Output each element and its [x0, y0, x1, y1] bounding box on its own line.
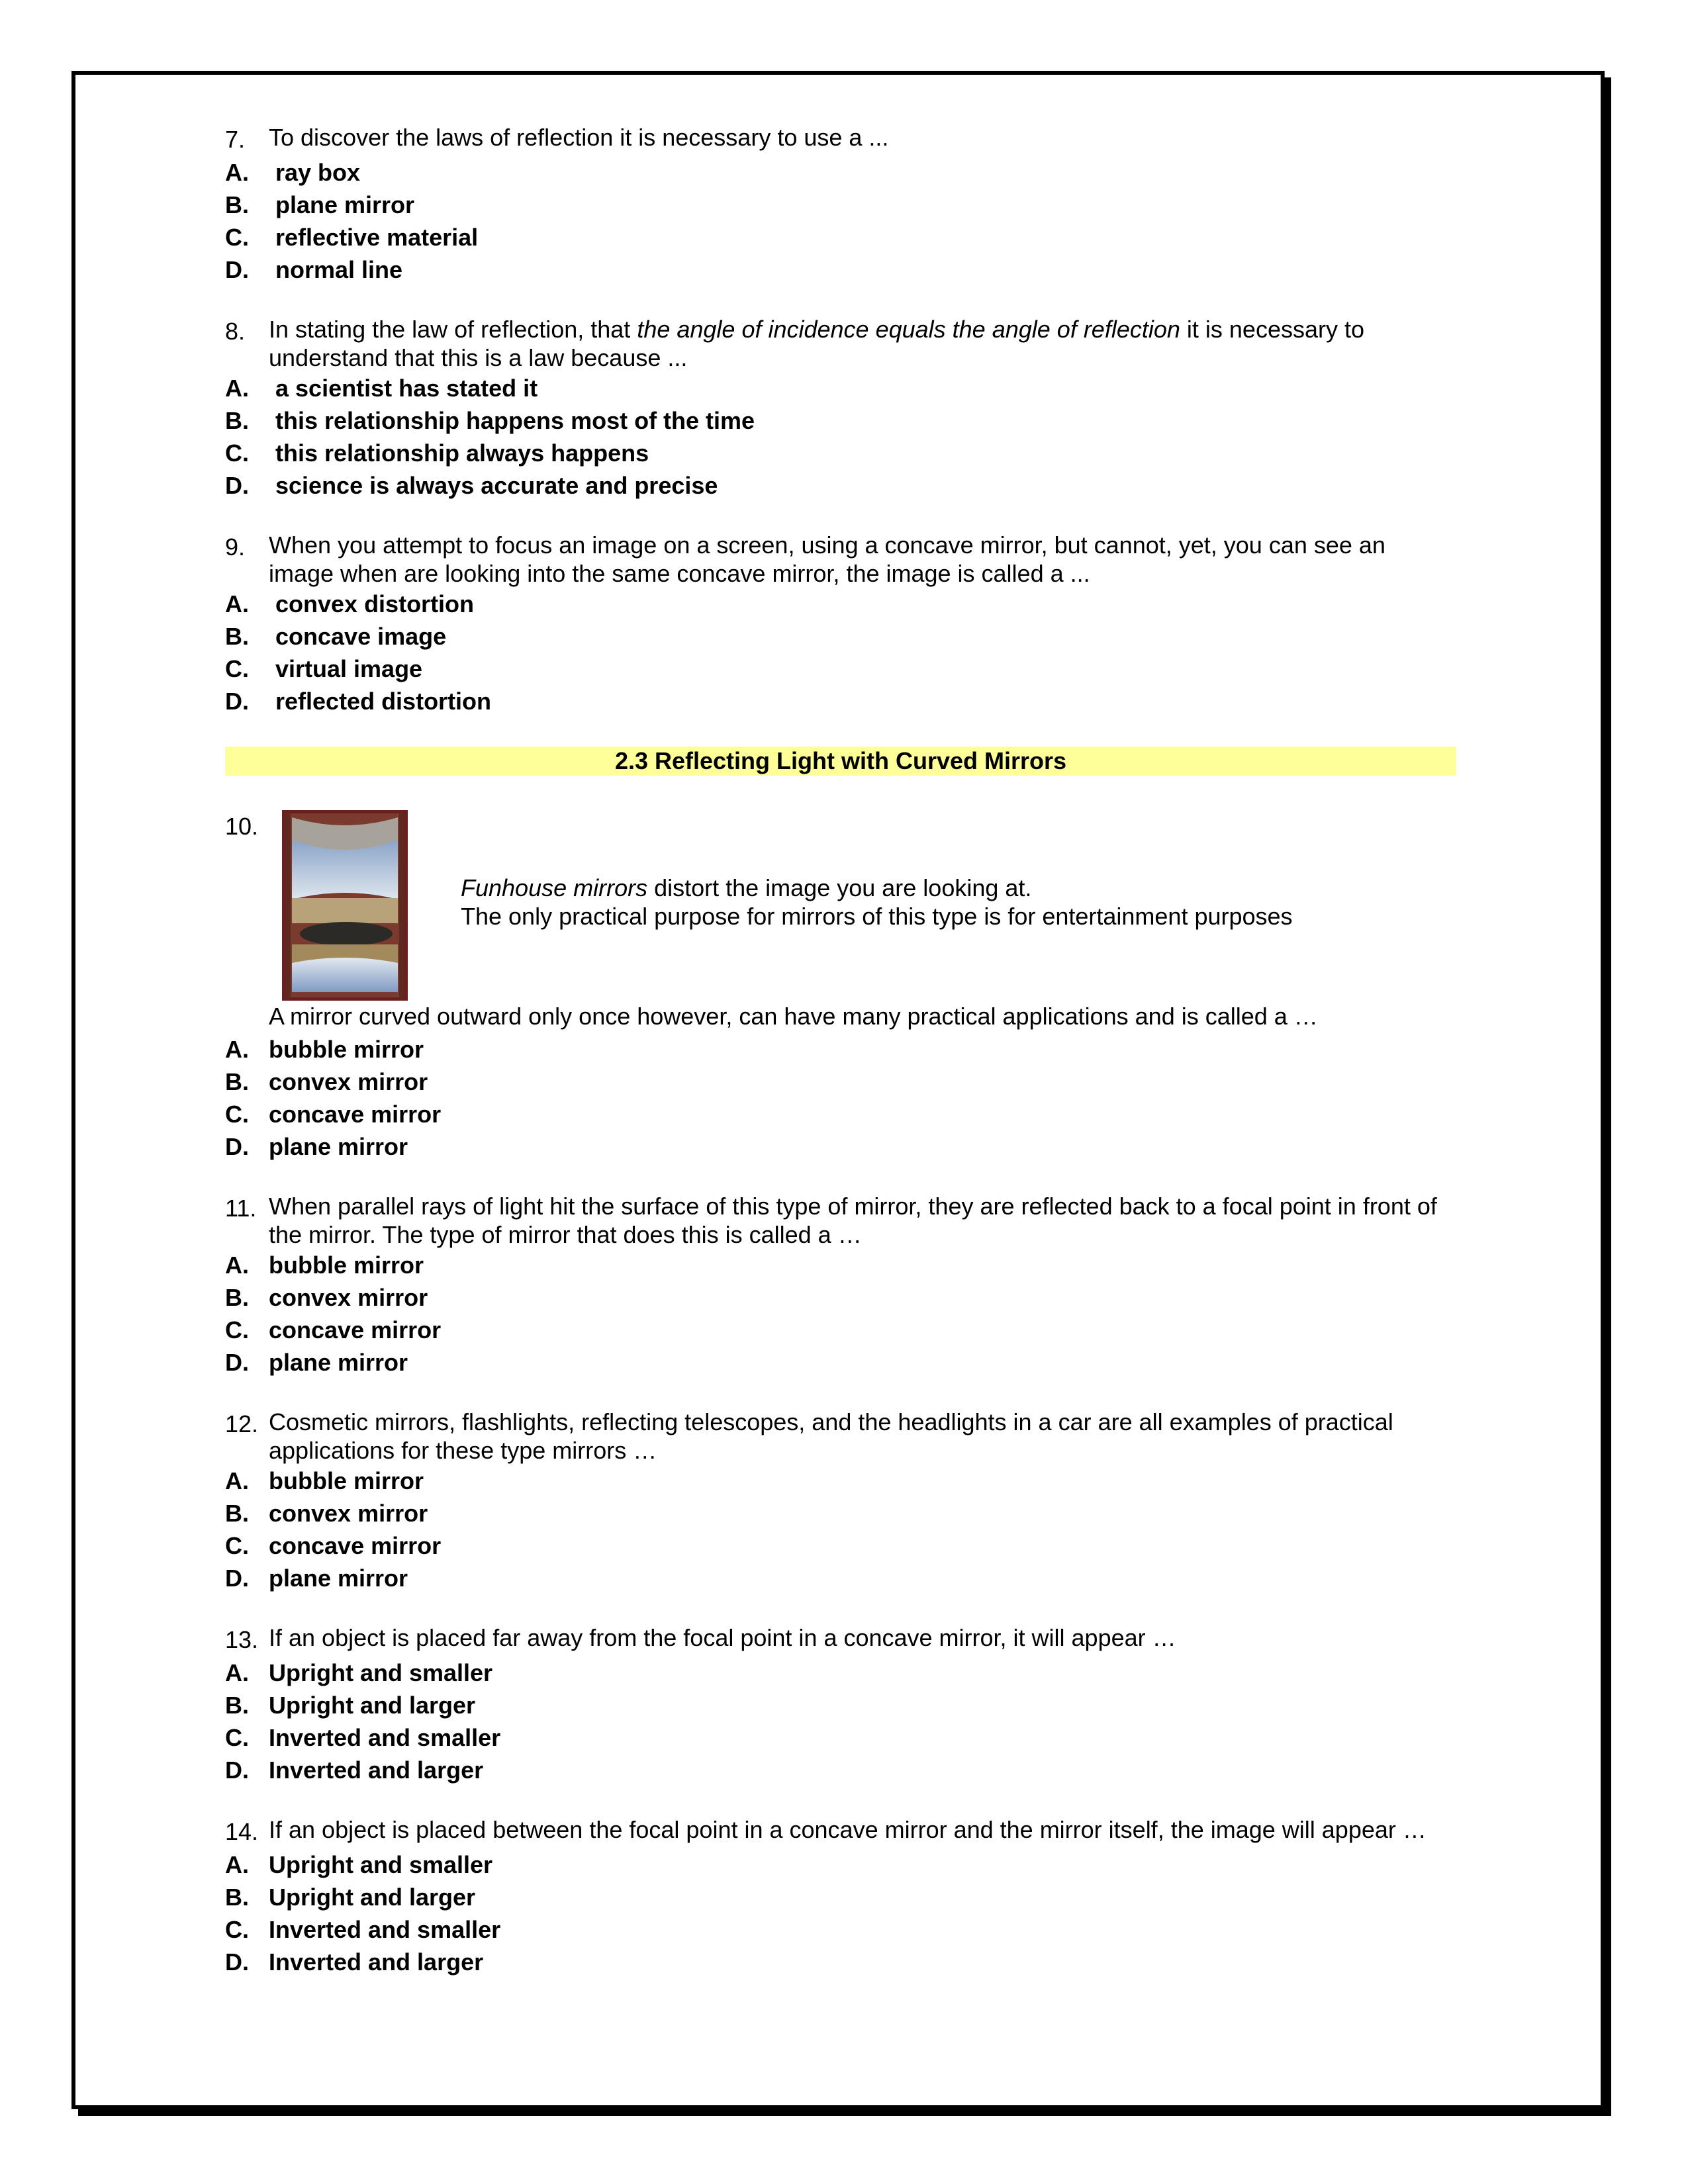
option-c[interactable] — [225, 1098, 1456, 1130]
question-7 — [225, 123, 1456, 286]
option-letter: D. — [225, 472, 249, 499]
stem-part-1: In stating the law of reflection, that — [269, 316, 637, 343]
question-number: 12. — [225, 1410, 259, 1437]
option-b[interactable] — [225, 620, 1456, 653]
funhouse-mirror-image — [282, 810, 408, 1001]
option-text: convex mirror — [269, 1500, 428, 1527]
question-text: To discover the laws of reflection it is necessary to use a ... — [269, 124, 889, 151]
question-number: 9. — [225, 533, 246, 561]
option-text: bubble mirror — [269, 1467, 424, 1494]
stem-part-2: it is necessary to understand that this is a law because ... — [269, 316, 1365, 371]
option-text: reflected distortion — [275, 688, 492, 715]
option-letter: B. — [225, 1500, 249, 1527]
option-c[interactable] — [225, 221, 1456, 253]
option-text: Upright and smaller — [269, 1659, 493, 1686]
option-c[interactable] — [225, 1314, 1456, 1346]
option-a[interactable] — [225, 1657, 1456, 1689]
question-text — [269, 315, 1456, 372]
option-letter: D. — [225, 1565, 249, 1592]
question-stem — [225, 1623, 1456, 1657]
option-text: ray box — [275, 159, 361, 186]
question-number: 7. — [225, 126, 246, 153]
question-text: Cosmetic mirrors, flashlights, reflecting telescopes, and the headlights in a car are all examples of practical applications for these type mirrors … — [269, 1408, 1393, 1464]
option-d[interactable] — [225, 1346, 1456, 1379]
option-a[interactable] — [225, 1848, 1456, 1881]
option-letter: D. — [225, 1756, 249, 1784]
option-d[interactable] — [225, 1754, 1456, 1786]
funhouse-mirror-graphic — [285, 813, 404, 997]
question-number: 14. — [225, 1818, 259, 1845]
question-number: 8. — [225, 318, 246, 345]
option-text: Inverted and larger — [269, 1948, 484, 1976]
option-text: a scientist has stated it — [275, 375, 538, 402]
option-letter: D. — [225, 688, 249, 715]
option-letter: B. — [225, 1068, 249, 1095]
option-d[interactable] — [225, 469, 1456, 502]
option-text: Upright and smaller — [269, 1851, 493, 1878]
option-a[interactable] — [225, 1465, 1456, 1497]
option-text: concave mirror — [269, 1101, 442, 1128]
option-text: plane mirror — [269, 1349, 408, 1376]
option-text: Inverted and smaller — [269, 1916, 501, 1943]
option-b[interactable] — [225, 1881, 1456, 1913]
question-10 — [225, 810, 1456, 1163]
option-letter: B. — [225, 407, 249, 434]
option-c[interactable] — [225, 1721, 1456, 1754]
option-text: virtual image — [275, 655, 423, 682]
option-b[interactable] — [225, 1497, 1456, 1529]
question-text: When parallel rays of light hit the surface of this type of mirror, they are reflected back to a focal point in front of the mirror. The type of mirror that does this is called a … — [269, 1193, 1437, 1248]
option-text: concave mirror — [269, 1316, 442, 1343]
option-letter: A. — [225, 375, 249, 402]
option-letter: C. — [225, 1916, 249, 1943]
option-text: this relationship always happens — [275, 439, 649, 467]
option-text: plane mirror — [269, 1133, 408, 1160]
question-11 — [225, 1192, 1456, 1379]
option-b[interactable] — [225, 1689, 1456, 1721]
option-letter: A. — [225, 1467, 249, 1494]
option-a[interactable] — [225, 372, 1456, 404]
option-text: Upright and larger — [269, 1692, 476, 1719]
option-text: Inverted and larger — [269, 1756, 484, 1784]
question-8 — [225, 315, 1456, 502]
option-text: Inverted and smaller — [269, 1724, 501, 1751]
option-text: convex mirror — [269, 1068, 428, 1095]
option-letter: B. — [225, 623, 249, 650]
question-text: A mirror curved outward only once however, can have many practical applications and is called a … — [269, 1003, 1318, 1030]
option-letter: A. — [225, 159, 249, 186]
option-text: normal line — [275, 256, 403, 283]
quiz-content — [225, 123, 1456, 2007]
option-text: bubble mirror — [269, 1036, 424, 1063]
option-letter: C. — [225, 1101, 249, 1128]
option-letter: A. — [225, 590, 249, 617]
option-letter: C. — [225, 224, 249, 251]
option-letter: D. — [225, 1133, 249, 1160]
option-letter: B. — [225, 1692, 249, 1719]
option-letter: C. — [225, 439, 249, 467]
stem-italic: the angle of incidence equals the angle of reflection — [637, 316, 1180, 343]
option-letter: D. — [225, 1349, 249, 1376]
question-9 — [225, 531, 1456, 717]
option-letter: B. — [225, 191, 249, 218]
option-letter: C. — [225, 1316, 249, 1343]
option-c[interactable] — [225, 437, 1456, 469]
option-letter: C. — [225, 1532, 249, 1559]
option-d[interactable] — [225, 1562, 1456, 1594]
option-text: reflective material — [275, 224, 479, 251]
question-stem — [225, 531, 1456, 588]
question-text: If an object is placed between the focal point in a concave mirror and the mirror itself, the image will appear … — [269, 1816, 1427, 1843]
option-text: this relationship happens most of the time — [275, 407, 755, 434]
option-b[interactable] — [225, 404, 1456, 437]
option-letter: A. — [225, 1851, 249, 1878]
question-12 — [225, 1408, 1456, 1594]
question-10-intro — [225, 810, 1456, 1002]
question-14 — [225, 1815, 1456, 1978]
question-text: If an object is placed far away from the focal point in a concave mirror, it will appear … — [269, 1624, 1176, 1651]
option-text: bubble mirror — [269, 1251, 424, 1279]
question-number: 11. — [225, 1195, 257, 1222]
option-c[interactable] — [225, 653, 1456, 685]
question-stem — [225, 1408, 1456, 1465]
option-c[interactable] — [225, 1529, 1456, 1562]
option-b[interactable] — [225, 1281, 1456, 1314]
option-d[interactable] — [225, 1946, 1456, 1978]
option-b[interactable] — [225, 1066, 1456, 1098]
section-header: 2.3 Reflecting Light with Curved Mirrors — [225, 747, 1456, 776]
intro-line-2: The only practical purpose for mirrors of this type is for entertainment purposes — [461, 903, 1293, 930]
option-text: plane mirror — [269, 1565, 408, 1592]
option-a[interactable] — [225, 1033, 1456, 1066]
question-stem — [225, 123, 1456, 156]
option-letter: C. — [225, 655, 249, 682]
option-text: concave image — [275, 623, 447, 650]
intro-italic: Funhouse mirrors — [461, 874, 648, 901]
option-a[interactable] — [225, 156, 1456, 189]
question-10-intro-text — [461, 874, 1293, 931]
option-letter: A. — [225, 1036, 249, 1063]
question-number: 10. — [225, 813, 259, 840]
option-d[interactable] — [225, 685, 1456, 717]
option-text: convex mirror — [269, 1284, 428, 1311]
option-d[interactable] — [225, 1130, 1456, 1163]
option-text: concave mirror — [269, 1532, 442, 1559]
option-letter: B. — [225, 1284, 249, 1311]
option-d[interactable] — [225, 253, 1456, 286]
option-text: convex distortion — [275, 590, 475, 617]
option-text: Upright and larger — [269, 1884, 476, 1911]
question-stem — [225, 1192, 1456, 1249]
option-c[interactable] — [225, 1913, 1456, 1946]
option-b[interactable] — [225, 189, 1456, 221]
question-text: When you attempt to focus an image on a screen, using a concave mirror, but cannot, yet, you can see an image when are looking into the same concave mirror, the image is called a ... — [269, 531, 1385, 587]
option-letter: D. — [225, 256, 249, 283]
option-a[interactable] — [225, 588, 1456, 620]
question-stem — [225, 315, 1456, 372]
option-text: plane mirror — [275, 191, 415, 218]
intro-part-1: distort the image you are looking at. — [647, 874, 1032, 901]
intro-line-1 — [461, 874, 1293, 902]
question-13 — [225, 1623, 1456, 1786]
option-a[interactable] — [225, 1249, 1456, 1281]
option-letter: C. — [225, 1724, 249, 1751]
question-stem — [225, 1815, 1456, 1848]
option-letter: B. — [225, 1884, 249, 1911]
option-text: science is always accurate and precise — [275, 472, 718, 499]
option-letter: A. — [225, 1251, 249, 1279]
question-number: 13. — [225, 1626, 259, 1653]
option-letter: D. — [225, 1948, 249, 1976]
option-letter: A. — [225, 1659, 249, 1686]
